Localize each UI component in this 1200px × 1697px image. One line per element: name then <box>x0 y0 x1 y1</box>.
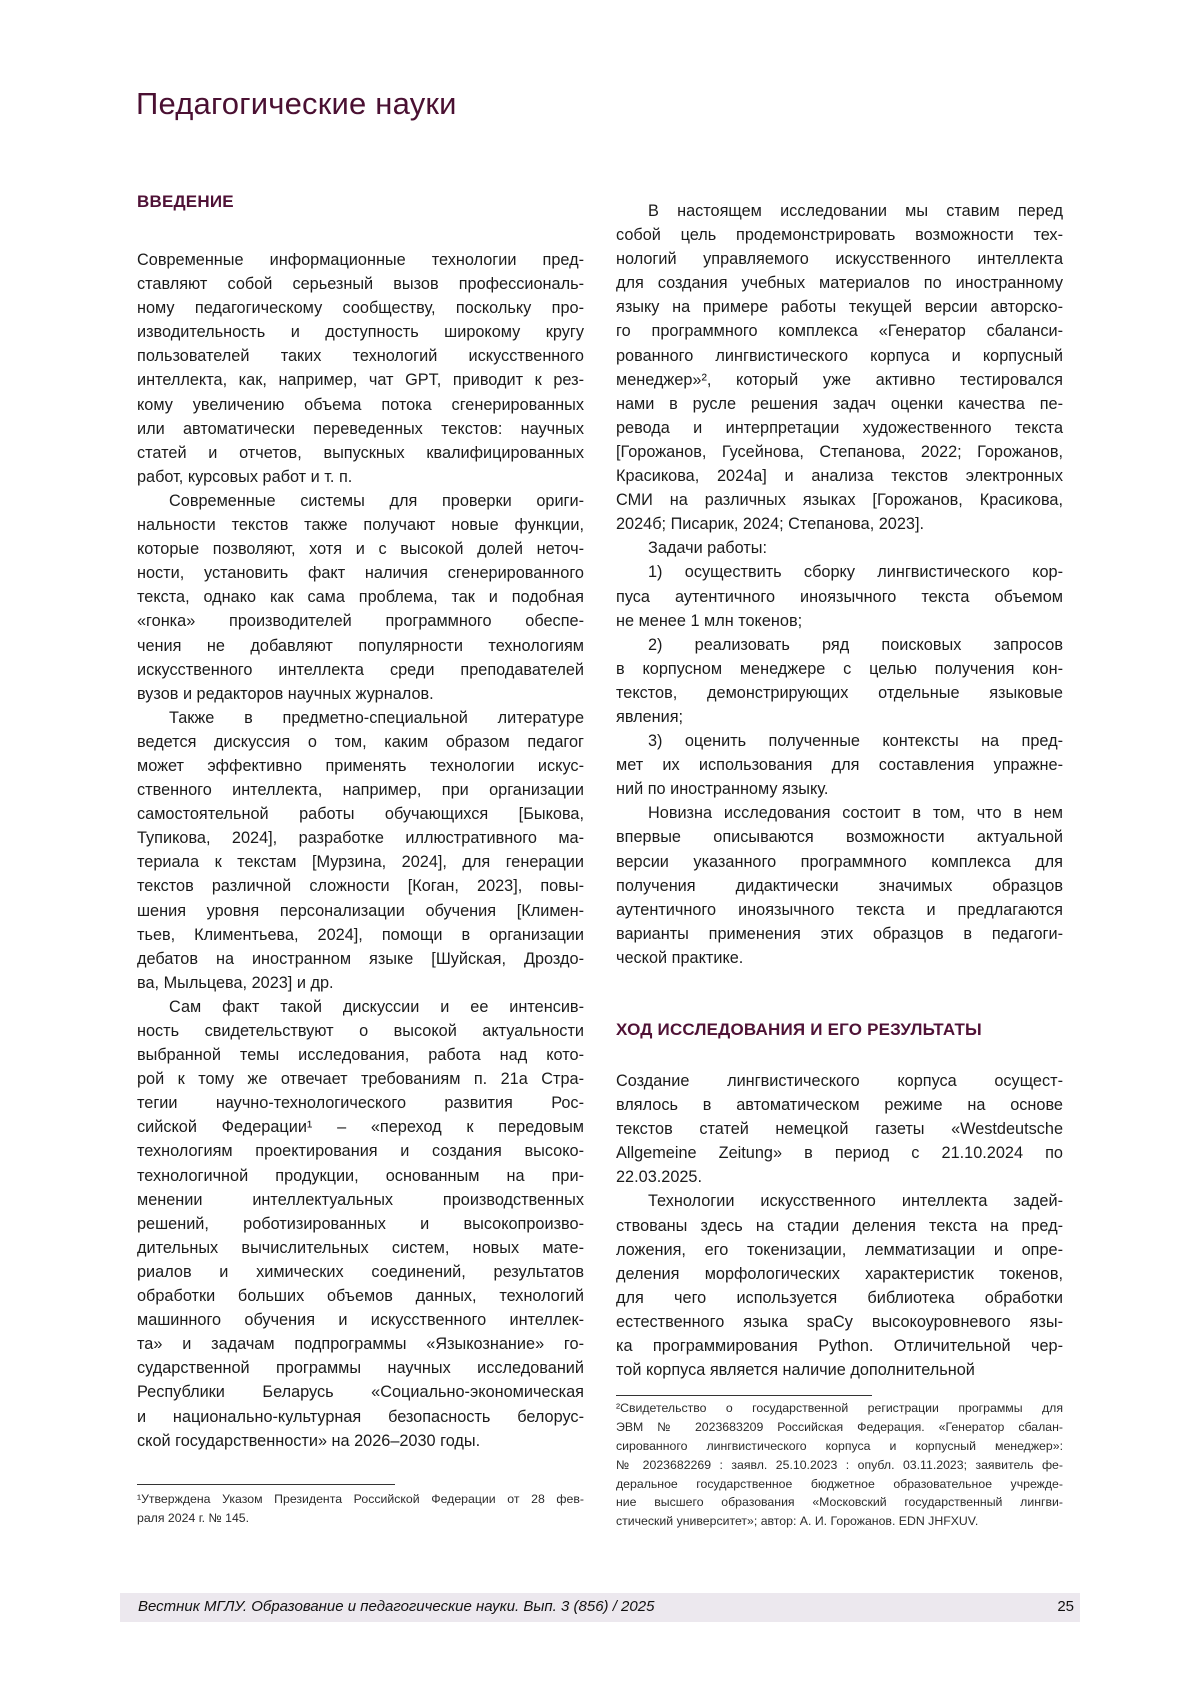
footnote-line: ¹Утверждена Указом Президента Российской Федерации от 28 фев- <box>137 1490 584 1509</box>
text-line: и национально-культурная безопасность белорус- <box>137 1405 584 1429</box>
text-line: Современные системы для проверки ориги- <box>137 489 584 513</box>
text-line: интеллекта, как, например, чат GPT, приводит к рез- <box>137 368 584 392</box>
text-line: ка программирования Python. Отличительной чер- <box>616 1334 1063 1358</box>
text-line: Современные информационные технологии пред- <box>137 248 584 272</box>
text-line: нальности текстов также получают новые функции, <box>137 513 584 537</box>
text-line: может эффективно применять технологии искус- <box>137 754 584 778</box>
text-line: рованного лингвистического корпуса и корпусный <box>616 344 1063 368</box>
text-line: искусственного интеллекта среди преподавателей <box>137 658 584 682</box>
text-line: Задачи работы: <box>616 536 1063 560</box>
text-line: Allgemeine Zeitung» в период с 21.10.2024 по <box>616 1141 1063 1165</box>
footnote-line: ЭВМ № 2023683209 Российская Федерация. «Генератор сбалан- <box>616 1418 1063 1437</box>
text-line: [Горожанов, Гусейнова, Степанова, 2022; Горожанов, <box>616 440 1063 464</box>
text-line: явления; <box>616 705 1063 729</box>
text-line: языку на примере работы текущей версии авторско- <box>616 295 1063 319</box>
text-line: ственного интеллекта, например, при организации <box>137 778 584 802</box>
footnote-line: ²Свидетельство о государственной регистрации программы для <box>616 1399 1063 1418</box>
footnote-1 <box>137 1490 584 1528</box>
text-line: сударственной программы научных исследований <box>137 1356 584 1380</box>
text-line: собой цель продемонстрировать возможности тех- <box>616 223 1063 247</box>
footnote-line: деральное государственное бюджетное образовательное учрежде- <box>616 1475 1063 1494</box>
text-line: Тупикова, 2024], разработке иллюстративного ма- <box>137 826 584 850</box>
text-line: 3) оценить полученные контексты на пред- <box>616 729 1063 753</box>
text-line: шения уровня персонализации обучения [Климен- <box>137 899 584 923</box>
text-line: Новизна исследования состоит в том, что в нем <box>616 801 1063 825</box>
text-line: пуса аутентичного иноязычного текста объемом <box>616 585 1063 609</box>
text-line: кому увеличению объема потока сгенерированных <box>137 393 584 417</box>
footnote-line: № 2023682269 : заявл. 25.10.2023 : опубл. 03.11.2023; заявитель фе- <box>616 1456 1063 1475</box>
text-line: выбранной темы исследования, работа над кото- <box>137 1043 584 1067</box>
text-line: ложения, его токенизации, лемматизации и опре- <box>616 1238 1063 1262</box>
text-line: ской государственности» на 2026–2030 годы. <box>137 1429 584 1453</box>
text-line: менении интеллектуальных производственных <box>137 1188 584 1212</box>
page-footer <box>120 1593 1080 1622</box>
text-line: работ, курсовых работ и т. п. <box>137 465 584 489</box>
text-line: влялось в автоматическом режиме на основе <box>616 1093 1063 1117</box>
footnote-line: сированного лингвистического корпуса и корпусный менеджер»: <box>616 1437 1063 1456</box>
text-line: дительных вычислительных систем, новых мате- <box>137 1236 584 1260</box>
text-line: дебатов на иностранном языке [Шуйская, Дроздо- <box>137 947 584 971</box>
text-line: го программного комплекса «Генератор сбаланси- <box>616 319 1063 343</box>
text-line: ность свидетельствуют о высокой актуальности <box>137 1019 584 1043</box>
text-line: Технологии искусственного интеллекта задей- <box>616 1189 1063 1213</box>
text-line: варианты применения этих образцов в педагоги- <box>616 922 1063 946</box>
text-line: изводительность и доступность широкому кругу <box>137 320 584 344</box>
text-line: текстов статей немецкой газеты «Westdeutsche <box>616 1117 1063 1141</box>
text-line: ревода и интерпретации художественного текста <box>616 416 1063 440</box>
text-line: текстов, демонстрирующих отдельные языковые <box>616 681 1063 705</box>
text-line: ности, установить факт наличия сгенерированного <box>137 561 584 585</box>
footnote-line: ние высшего образования «Московский государственный лингви- <box>616 1493 1063 1512</box>
text-line: Создание лингвистического корпуса осущест- <box>616 1069 1063 1093</box>
text-line: териала к текстам [Мурзина, 2024], для генерации <box>137 850 584 874</box>
journal-title: Вестник МГЛУ. Образование и педагогические науки. Вып. 3 (856) / 2025 <box>138 1598 654 1615</box>
text-line: машинного обучения и искусственного интеллек- <box>137 1308 584 1332</box>
text-line: менеджер»², который уже активно тестировался <box>616 368 1063 392</box>
text-line: обработки больших объемов данных, технологий <box>137 1284 584 1308</box>
footnote-separator <box>616 1395 872 1396</box>
text-line: деления морфологических характеристик токенов, <box>616 1262 1063 1286</box>
footnote-2 <box>616 1399 1063 1531</box>
text-line: тегии научно-технологического развития Рос- <box>137 1091 584 1115</box>
text-line: или автоматически переведенных текстов: научных <box>137 417 584 441</box>
text-line: естественного языка spaCy высокоуровневого язы- <box>616 1310 1063 1334</box>
text-line: 2) реализовать ряд поисковых запросов <box>616 633 1063 657</box>
text-line: текстов различной сложности [Коган, 2023], повы- <box>137 874 584 898</box>
text-line: В настоящем исследовании мы ставим перед <box>616 199 1063 223</box>
left-column-text <box>137 248 584 1453</box>
right-column-text <box>616 199 1063 970</box>
text-line: в корпусном менеджере с целью получения кон- <box>616 657 1063 681</box>
text-line: ставляют собой серьезный вызов профессиональ- <box>137 272 584 296</box>
text-line: получения дидактически значимых образцов <box>616 874 1063 898</box>
text-line: аутентичного иноязычного текста и предлагаются <box>616 898 1063 922</box>
text-line: ческой практике. <box>616 946 1063 970</box>
heading-research-progress: ХОД ИССЛЕДОВАНИЯ И ЕГО РЕЗУЛЬТАТЫ <box>616 1020 982 1040</box>
section-title: Педагогические науки <box>136 86 457 122</box>
text-line: тьев, Климентьева, 2024], помощи в организации <box>137 923 584 947</box>
text-line: пользователей таких технологий искусственного <box>137 344 584 368</box>
text-line: риалов и химических соединений, результатов <box>137 1260 584 1284</box>
text-line: Также в предметно-специальной литературе <box>137 706 584 730</box>
right-column-results-text <box>616 1069 1063 1382</box>
text-line: статей и отчетов, выпускных квалифицированных <box>137 441 584 465</box>
text-line: Красикова, 2024а] и анализа текстов электронных <box>616 464 1063 488</box>
text-line: той корпуса является наличие дополнительной <box>616 1358 1063 1382</box>
text-line: вузов и редакторов научных журналов. <box>137 682 584 706</box>
text-line: ствованы здесь на стадии деления текста на пред- <box>616 1214 1063 1238</box>
text-line: 22.03.2025. <box>616 1165 1063 1189</box>
text-line: ва, Мыльцева, 2023] и др. <box>137 971 584 995</box>
text-line: СМИ на различных языках [Горожанов, Красикова, <box>616 488 1063 512</box>
text-line: сийской Федерации¹ – «переход к передовым <box>137 1115 584 1139</box>
text-line: версии указанного программного комплекса для <box>616 850 1063 874</box>
text-line: чения не добавляют популярности технологиям <box>137 634 584 658</box>
text-line: та» и задачам подпрограммы «Языкознание» го- <box>137 1332 584 1356</box>
footnote-line: стический университет»; автор: А. И. Горожанов. EDN JHFXUV. <box>616 1512 1063 1531</box>
text-line: ний по иностранному языку. <box>616 777 1063 801</box>
footnote-separator <box>137 1484 395 1485</box>
text-line: Сам факт такой дискуссии и ее интенсив- <box>137 995 584 1019</box>
text-line: 2024б; Писарик, 2024; Степанова, 2023]. <box>616 512 1063 536</box>
page-number: 25 <box>1057 1598 1074 1615</box>
text-line: для создания учебных материалов по иностранному <box>616 271 1063 295</box>
text-line: не менее 1 млн токенов; <box>616 609 1063 633</box>
text-line: самостоятельной работы обучающихся [Быкова, <box>137 802 584 826</box>
text-line: решений, роботизированных и высокопроизво- <box>137 1212 584 1236</box>
text-line: впервые описываются возможности актуальной <box>616 825 1063 849</box>
text-line: нами в русле решения задач оценки качества пе- <box>616 392 1063 416</box>
text-line: 1) осуществить сборку лингвистического кор- <box>616 560 1063 584</box>
text-line: мет их использования для составления упражне- <box>616 753 1063 777</box>
text-line: рой к тому же отвечает требованиям п. 21а Стра- <box>137 1067 584 1091</box>
text-line: технологичной продукции, основанным на при- <box>137 1164 584 1188</box>
text-line: текста, однако как сама проблема, так и подобная <box>137 585 584 609</box>
text-line: «гонка» производителей программного обеспе- <box>137 609 584 633</box>
text-line: ному педагогическому сообществу, поскольку про- <box>137 296 584 320</box>
heading-introduction: ВВЕДЕНИЕ <box>137 192 234 212</box>
text-line: нологий управляемого искусственного интеллекта <box>616 247 1063 271</box>
text-line: которые позволяют, хотя и с высокой долей неточ- <box>137 537 584 561</box>
text-line: ведется дискуссия о том, каким образом педагог <box>137 730 584 754</box>
footnote-line: раля 2024 г. № 145. <box>137 1509 584 1528</box>
text-line: для чего используется библиотека обработки <box>616 1286 1063 1310</box>
text-line: технологиям проектирования и создания высоко- <box>137 1139 584 1163</box>
text-line: Республики Беларусь «Социально-экономическая <box>137 1380 584 1404</box>
